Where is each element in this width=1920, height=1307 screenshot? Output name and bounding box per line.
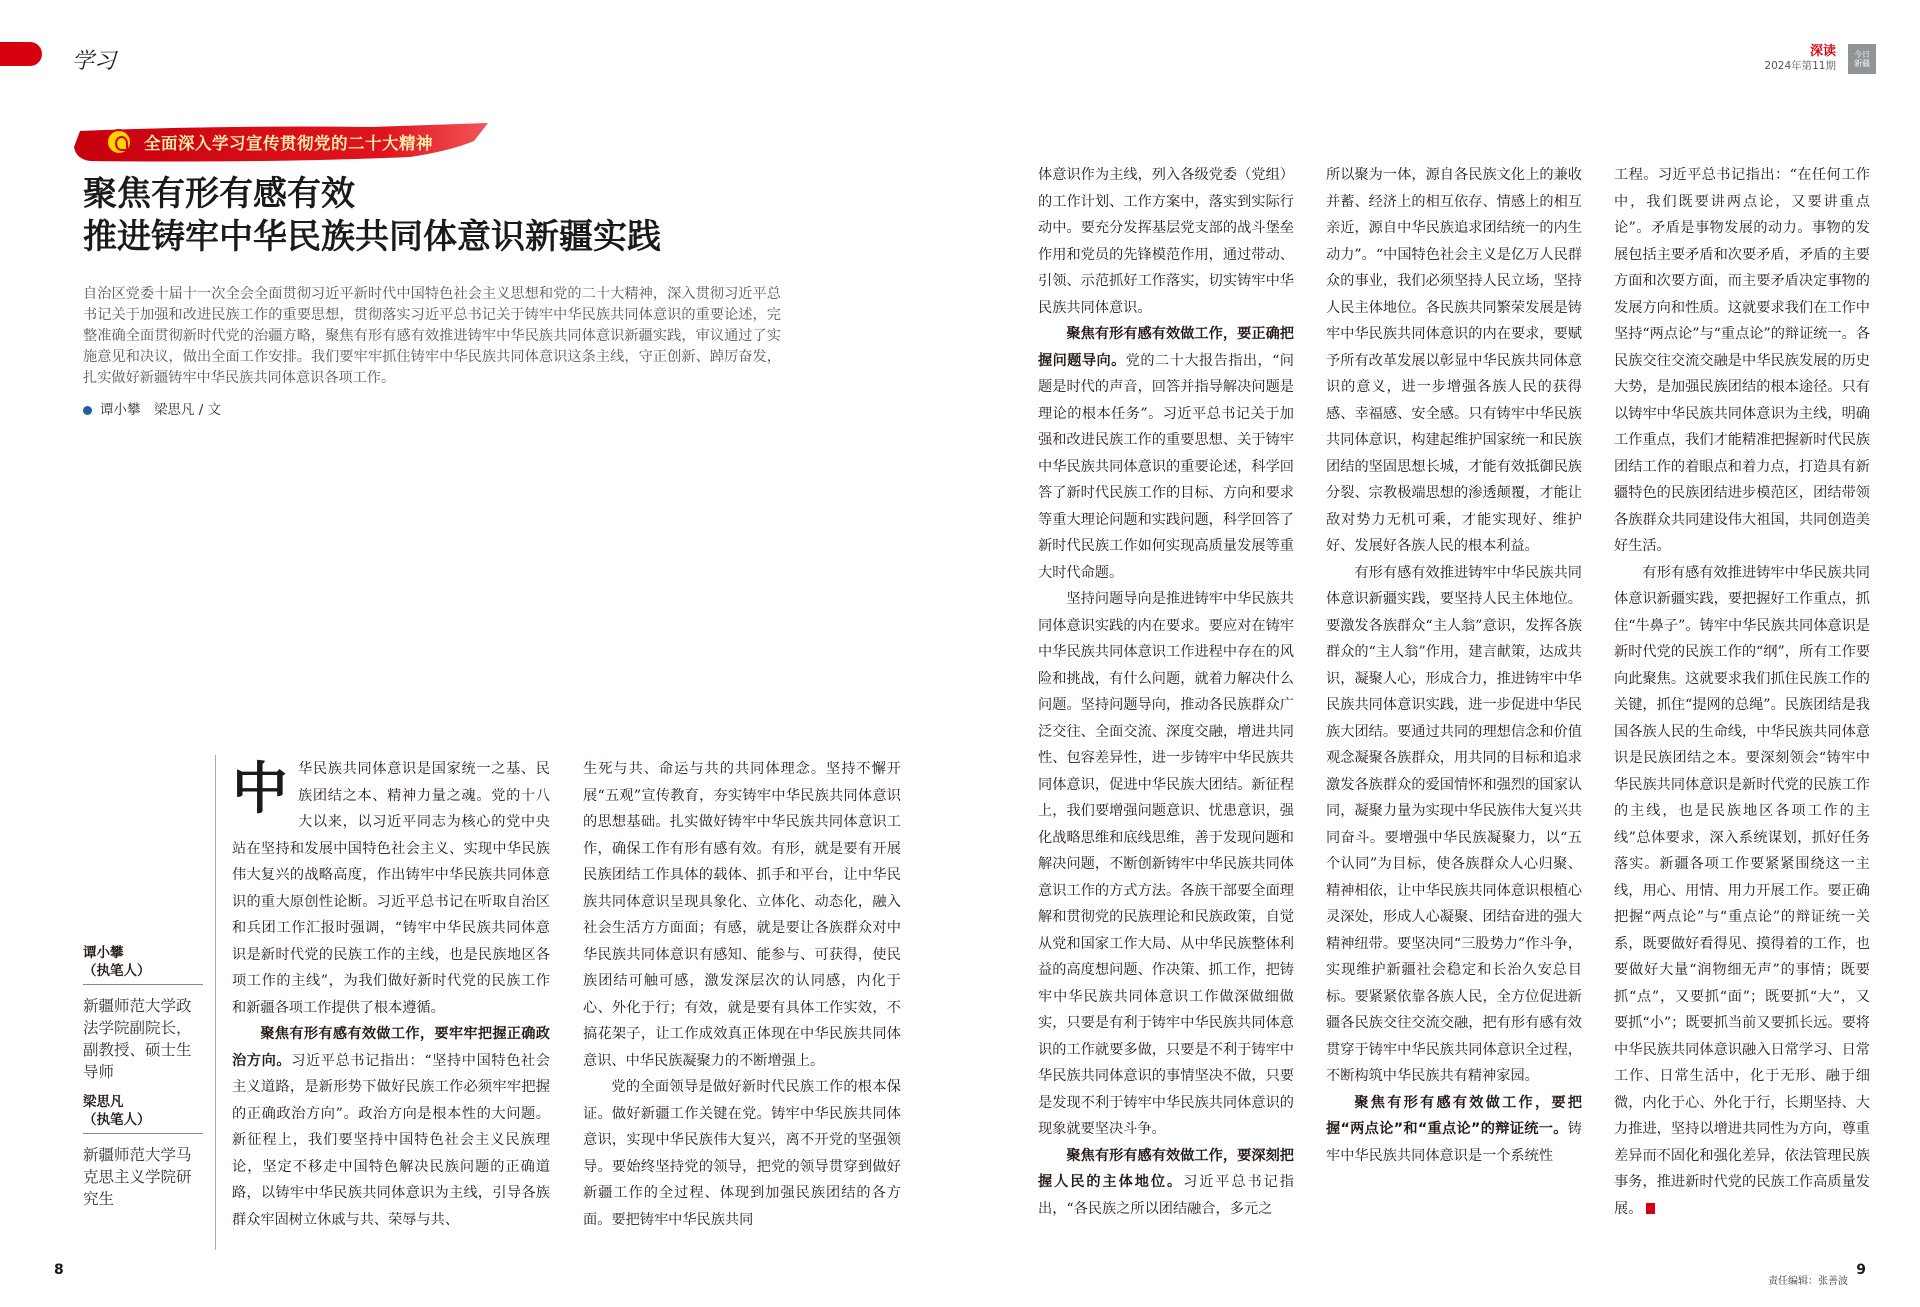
paragraph-heading: 聚焦有形有感有效做工作，要正确把握问题导向。	[1038, 326, 1294, 369]
paragraph	[1614, 560, 1870, 1223]
author-affiliation: 新疆师范大学马克思主义学院研究生	[83, 1146, 192, 1208]
paragraph-text: 铸牢中华民族共同体意识是一个系统性	[1326, 1121, 1582, 1164]
paragraph: 工程。习近平总书记指出：“在任何工作中，我们既要讲两点论，又要讲重点论”。矛盾是事物发展的动力。事物的发展包括主要矛盾和次要矛盾，矛盾的主要方面和次要方面，而主要矛盾决定事物的发展方向和性质。这就要求我们在工作中坚持“两点论”与“重点论”的辩证统一。各民族交往交流交融是中华民族发展的历史大势，是加强民族团结的根本途径。只有以铸牢中华民族共同体意识为主线，明确工作重点，我们才能精准把握新时代民族团结工作的着眼点和着力点，打造具有新疆特色的民族团结进步模范区，团结带领各族群众共同建设伟大祖国，共同创造美好生活。	[1614, 167, 1871, 554]
brand-logo-text: 新疆	[1854, 59, 1870, 68]
paragraph: 生死与共、命运与共的共同体理念。坚持不懈开展“五观”宣传教育，夯实铸牢中华民族共同体意识的思想基础。扎实做好铸牢中华民族共同体意识工作，确保工作有形有感有效。有形，就是要有开展民族团结工作具体的载体、抓手和平台，让中华民族共同体意识呈现具象化、立体化、动态化，融入社会生活方方面面；有感，就是要让各族群众对中华民族共同体意识有感知、能参与、可获得，使民族团结可触可感，激发深层次的认同感，内化于心、外化于行；有效，就是要有具体工作实效，不搞花架子，让工作成效真正体现在中华民族共同体意识、中华民族凝聚力的不断增强上。	[583, 761, 901, 1069]
author-card	[83, 944, 203, 1083]
paragraph	[1038, 321, 1294, 586]
issue-number: 2024年第11期	[1764, 60, 1836, 72]
author-name: 梁思凡 （执笔人）	[83, 1093, 203, 1134]
paragraph-heading: 聚焦有形有感有效做工作，要深刻把握人民的主体地位。	[1038, 1147, 1294, 1190]
paragraph-text: 习近平总书记指出，“各民族之所以团结融合，多元之	[1038, 1174, 1294, 1217]
author-name: 谭小攀 （执笔人）	[83, 944, 203, 985]
section-label: 学习	[72, 49, 117, 74]
paragraph: 所以聚为一体，源自各民族文化上的兼收并蓄、经济上的相互依存、情感上的相互亲近，源自中华民族追求团结统一的内生动力”。“中国特色社会主义是亿万人民群众的事业，我们必须坚持人民立场，坚持人民主体地位。各民族共同繁荣发展是铸牢中华民族共同体意识的内在要求，要赋予所有改革发展以彰显中华民族共同体意识的意义，进一步增强各族人民的获得感、幸福感、安全感。只有铸牢中华民族共同体意识，构建起维护国家统一和民族团结的坚固思想长城，才能有效抵御民族分裂、宗教极端思想的渗透颠覆，才能让敌对势力无机可乘，才能实现好、维护好、发展好各族人民的根本利益。	[1326, 167, 1582, 554]
paragraph: 体意识作为主线，列入各级党委（党组）的工作计划、工作方案中，落实到实际行动中。要充分发挥基层党支部的战斗堡垒作用和党员的先锋模范作用，通过带动、引领、示范抓好工作落实，切实铸牢中华民族共同体意识。	[1038, 167, 1294, 316]
paragraph-heading: 聚焦有形有感有效做工作，要把握“两点论”和“重点论”的辩证统一。	[1326, 1094, 1582, 1137]
page-number-right: 9	[1856, 1262, 1866, 1278]
theme-banner	[70, 123, 488, 163]
column-divider	[215, 755, 216, 1250]
body-column-4	[1326, 162, 1582, 1169]
paragraph	[1038, 1143, 1294, 1223]
author-affiliation: 新疆师范大学政法学院副院长，副教授、硕士生导师	[83, 997, 192, 1081]
article-lead: 自治区党委十届十一次全会全面贯彻习近平新时代中国特色社会主义思想和党的二十大精神，深入贯彻习近平总书记关于加强和改进民族工作的重要思想，贯彻落实习近平总书记关于铸牢中华民族共同体意识的重要论述，完整准确全面贯彻新时代党的治疆方略，聚焦有形有感有效推进铸牢中华民族共同体意识新疆实践，审议通过了实施意见和决议，做出全面工作安排。我们要牢牢抓住铸牢中华民族共同体意识这条主线，守正创新、踔厉奋发，扎实做好新疆铸牢中华民族共同体意识各项工作。	[83, 286, 781, 386]
paragraph-text: 有形有感有效推进铸牢中华民族共同体意识新疆实践，要把握好工作重点，抓住“牛鼻子”。铸牢中华民族共同体意识是新时代党的民族工作的“纲”，所有工作要向此聚焦。这就要求我们抓住民族工作的关键，抓住“提网的总绳”。民族团结是我国各族人民的生命线，中华民族共同体意识是民族团结之本。要深刻领会“铸牢中华民族共同体意识是新时代党的民族工作的主线，也是民族地区各项工作的主线”总体要求，深入系统谋划，抓好任务落实。新疆各项工作要紧紧围绕这一主线，用心、用情、用力开展工作。要正确把握“两点论”与“重点论”的辩证统一关系，既要做好看得见、摸得着的工作，也要做好大量“润物细无声”的事情；既要抓“点”，又要抓“面”；既要抓“大”，又要抓“小”；既要抓当前又要抓长远。要将中华民族共同体意识融入日常学习、日常工作、日常生活中，化于无形、融于细微，内化于心、外化于行，长期坚持、大力推进，坚持以增进共同性为方向，尊重差异而不固化和强化差异，依法管理民族事务，推进新时代党的民族工作高质量发展。	[1614, 564, 1870, 1217]
paragraph: 华民族共同体意识是国家统一之基、民族团结之本、精神力量之魂。党的十八大以来，以习近平同志为核心的党中央站在坚持和发展中国特色社会主义、实现中华民族伟大复兴的战略高度，作出铸牢中华民族共同体意识的重大原创性论断。习近平总书记在听取自治区和兵团工作汇报时强调，“铸牢中华民族共同体意识是新时代党的民族工作的主线，也是民族地区各项工作的主线”，为我们做好新时代党的民族工作和新疆各项工作提供了根本遵循。	[232, 761, 550, 1016]
byline-text: 谭小攀 梁思凡 / 文	[100, 402, 222, 418]
body-column-3	[1038, 162, 1294, 1222]
section-tab-marker	[0, 42, 42, 66]
paragraph-text: 党的二十大报告指出，“问题是时代的声音，回答并指导解决问题是理论的根本任务”。习近平总书记关于加强和改进民族工作的重要思想、关于铸牢中华民族共同体意识的重要论述，科学回答了新时代民族工作的目标、方向和要求等重大理论问题和实践问题，科学回答了新时代民族工作如何实现高质量发展等重大时代命题。	[1038, 352, 1294, 581]
article-title	[83, 173, 661, 259]
responsible-editor: 责任编辑：张善波	[1768, 1276, 1848, 1287]
drop-cap: 中	[232, 757, 288, 822]
paragraph: 党的全面领导是做好新时代民族工作的根本保证。做好新疆工作关键在党。铸牢中华民族共同体意识，实现中华民族伟大复兴，离不开党的坚强领导。要始终坚持党的领导，把党的领导贯穿到做好新疆工作的全过程、体现到加强民族团结的各方面。要把铸牢中华民族共同	[583, 1079, 901, 1228]
body-column-1	[232, 756, 550, 1233]
paragraph-text: 习近平总书记指出：“坚持中国特色社会主义道路，是新形势下做好民族工作必须牢牢把握的正确政治方向”。政治方向是根本性的大问题。新征程上，我们要坚持中国特色社会主义民族理论，坚定不移走中国特色解决民族问题的正确道路，以铸牢中华民族共同体意识为主线，引导各族群众牢固树立休戚与共、荣辱与共、	[232, 1052, 550, 1228]
article-end-icon	[1646, 1203, 1655, 1214]
party-emblem-icon	[106, 129, 132, 155]
author-card	[83, 1093, 203, 1210]
article-title-line-1: 聚焦有形有感有效	[83, 174, 355, 214]
paragraph: 有形有感有效推进铸牢中华民族共同体意识新疆实践，要坚持人民主体地位。要激发各族群众“主人翁”意识，发挥各族群众的“主人翁”作用，建言献策，达成共识，凝聚人心，形成合力，推进铸牢中华民族共同体意识实践，进一步促进中华民族大团结。要通过共同的理想信念和价值观念凝聚各族群众，用共同的目标和追求激发各族群众的爱国情怀和强烈的国家认同，凝聚力量为实现中华民族伟大复兴共同奋斗。要增强中华民族凝聚力，以“五个认同”为目标，使各族群众人心归聚、精神相依，让中华民族共同体意识根植心灵深处，形成人心凝聚、团结奋进的强大精神纽带。要坚决同“三股势力”作斗争，实现维护新疆社会稳定和长治久安总目标。要紧紧依靠各族人民，全方位促进新疆各民族交往交流交融，把有形有感有效贯穿于铸牢中华民族共同体意识全过程，不断构筑中华民族共有精神家园。	[1326, 564, 1582, 1084]
brand-logo-text: 今日	[1854, 50, 1870, 59]
paragraph	[232, 1021, 550, 1233]
brand-logo	[1848, 44, 1876, 74]
issue-title: 深读	[1809, 44, 1836, 59]
byline	[83, 398, 221, 418]
body-column-2	[583, 756, 901, 1233]
page-number-left: 8	[54, 1262, 64, 1278]
banner-text: 全面深入学习宣传贯彻党的二十大精神	[144, 134, 433, 153]
body-column-5	[1614, 162, 1870, 1222]
paragraph-heading: 聚焦有形有感有效做工作，要牢牢把握正确政治方向。	[232, 1026, 550, 1069]
paragraph: 坚持问题导向是推进铸牢中华民族共同体意识实践的内在要求。要应对在铸牢中华民族共同体意识工作进程中存在的风险和挑战，有什么问题，就着力解决什么问题。坚持问题导向，推动各民族群众广泛交往、全面交流、深度交融，增进共同性、包容差异性，进一步铸牢中华民族共同体意识，促进中华民族大团结。新征程上，我们要增强问题意识、忧患意识，强化战略思维和底线思维，善于发现问题和解决问题，不断创新铸牢中华民族共同体意识工作的方式方法。各族干部要全面理解和贯彻党的民族理论和民族政策，自觉从党和国家工作大局、从中华民族整体利益的高度想问题、作决策、抓工作，把铸牢中华民族共同体意识工作做深做细做实，只要是有利于铸牢中华民族共同体意识的工作就要多做，只要是不利于铸牢中华民族共同体意识的事情坚决不做，只要是发现不利于铸牢中华民族共同体意识的现象就要坚决斗争。	[1038, 591, 1294, 1137]
byline-bullet-icon	[83, 406, 92, 415]
paragraph	[1326, 1090, 1582, 1170]
article-title-line-2: 推进铸牢中华民族共同体意识新疆实践	[83, 217, 661, 257]
